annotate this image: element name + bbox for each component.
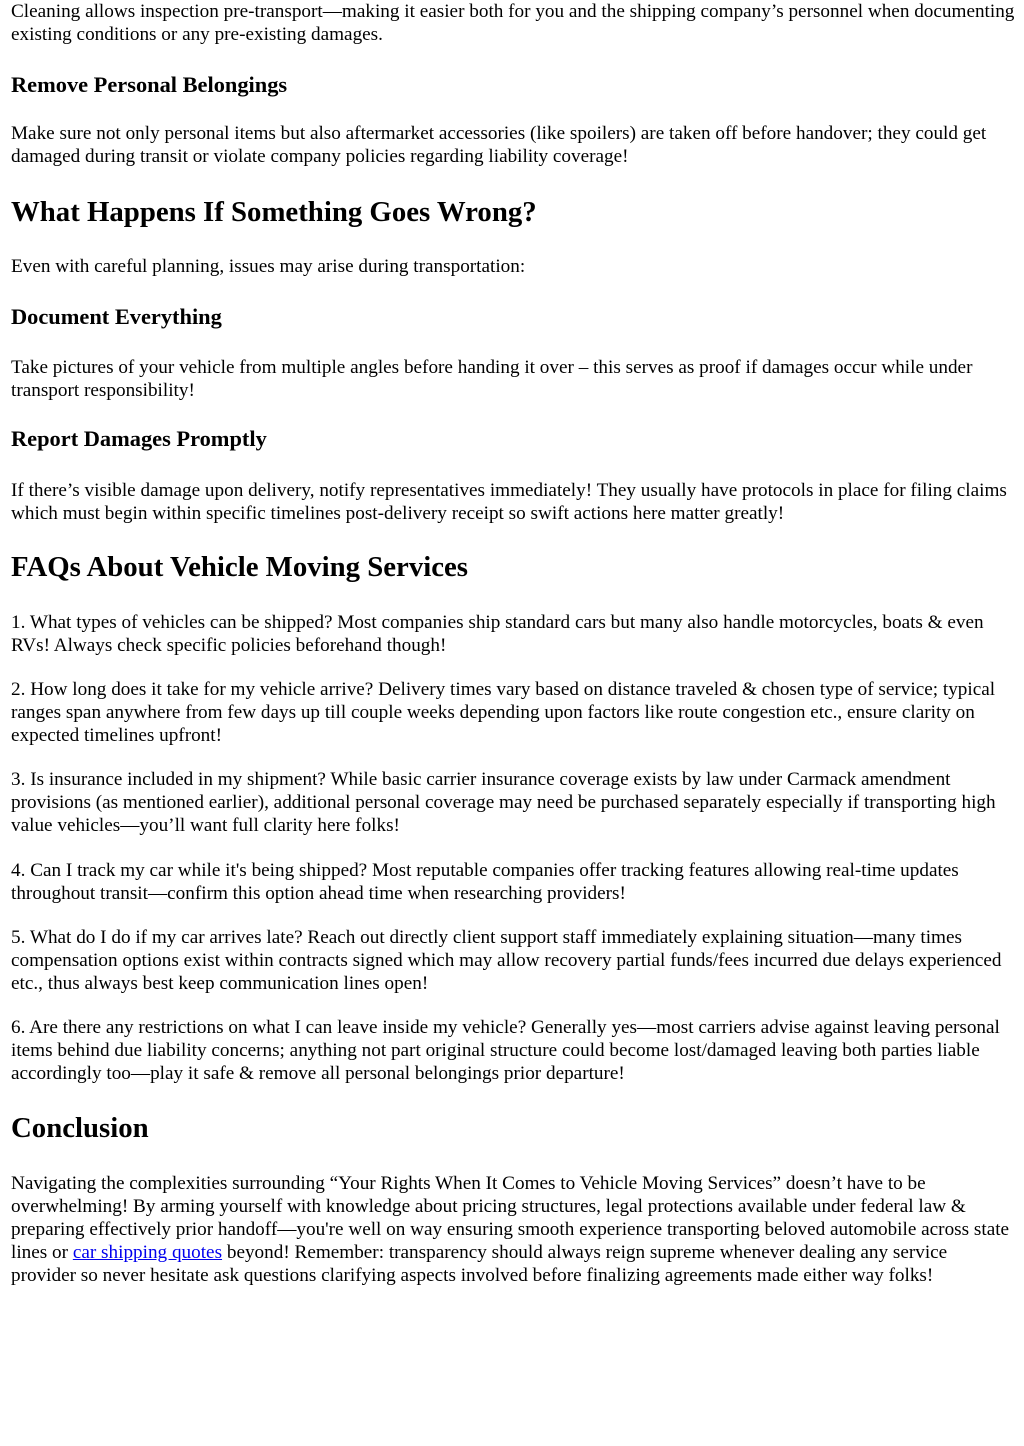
conclusion-text-before: Navigating the complexities surrounding “Your Rights When It Comes to Vehicle Moving Services” doesn’t have to be overwhelming! By arming yourself with knowledge about pricing structures, legal protections available under federal law & preparing effectively prior handoff—you're well on way ensuring smooth experience transporting beloved automobile across state lines or bbox=[11, 1173, 1010, 1263]
conclusion-heading: Conclusion bbox=[11, 1112, 149, 1144]
what-happens-heading: What Happens If Something Goes Wrong? bbox=[11, 196, 537, 228]
conclusion-text-after: beyond! Remember: transparency should always reign supreme whenever dealing any service provider so never hesitate ask questions clarifying aspects involved before finalizing agreements made either way folks! bbox=[11, 1242, 948, 1286]
document-everything-heading: Document Everything bbox=[11, 304, 222, 329]
faq-item: 4. Can I track my car while it's being shipped? Most reputable companies offer tracking features allowing real-time updates throughout transit—confirm this option ahead time when researching providers! bbox=[11, 860, 959, 904]
faq-item: 3. Is insurance included in my shipment? While basic carrier insurance coverage exists by law under Carmack amendment provisions (as mentioned earlier), additional personal coverage may need be purchased separately especially if transporting high value vehicles—you’ll want full clarity here folks! bbox=[11, 769, 996, 836]
faq-item: 6. Are there any restrictions on what I can leave inside my vehicle? Generally yes—most carriers advise against leaving personal items behind due liability concerns; anything not part original structure could become lost/damaged leaving both parties liable accordingly too—play it safe & remove all personal belongings prior departure! bbox=[11, 1017, 1000, 1084]
conclusion-paragraph bbox=[11, 1172, 1015, 1287]
car-shipping-quotes-link[interactable]: car shipping quotes bbox=[72, 1242, 223, 1263]
faq-heading: FAQs About Vehicle Moving Services bbox=[11, 551, 469, 583]
document-everything-paragraph: Take pictures of your vehicle from multiple angles before handing it over – this serves as proof if damages occur while under transport responsibility! bbox=[11, 357, 973, 401]
report-damages-heading: Report Damages Promptly bbox=[11, 426, 267, 451]
what-happens-paragraph: Even with careful planning, issues may arise during transportation: bbox=[11, 256, 526, 277]
faq-item: 1. What types of vehicles can be shipped? Most companies ship standard cars but many also handle motorcycles, boats & even RVs! Always check specific policies beforehand though! bbox=[11, 612, 984, 656]
report-damages-paragraph: If there’s visible damage upon delivery, notify representatives immediately! They usually have protocols in place for filing claims which must begin within specific timelines post-delivery receipt so swift actions here matter greatly! bbox=[11, 480, 1007, 524]
remove-belongings-heading: Remove Personal Belongings bbox=[11, 72, 288, 97]
faq-item: 5. What do I do if my car arrives late? Reach out directly client support staff immediately explaining situation—many times compensation options exist within contracts signed which may allow recovery partial funds/fees incurred due delays experienced etc., thus always best keep communication lines open! bbox=[11, 927, 1002, 994]
intro-paragraph: Cleaning allows inspection pre-transport—making it easier both for you and the shipping company’s personnel when documenting existing conditions or any pre-existing damages. bbox=[11, 1, 1015, 45]
faq-item: 2. How long does it take for my vehicle arrive? Delivery times vary based on distance traveled & chosen type of service; typical ranges span anywhere from few days up till couple weeks depending upon factors like route congestion etc., ensure clarity on expected timelines upfront! bbox=[11, 679, 996, 746]
remove-belongings-paragraph: Make sure not only personal items but also aftermarket accessories (like spoilers) are taken off before handover; they could get damaged during transit or violate company policies regarding liability coverage! bbox=[11, 123, 987, 167]
